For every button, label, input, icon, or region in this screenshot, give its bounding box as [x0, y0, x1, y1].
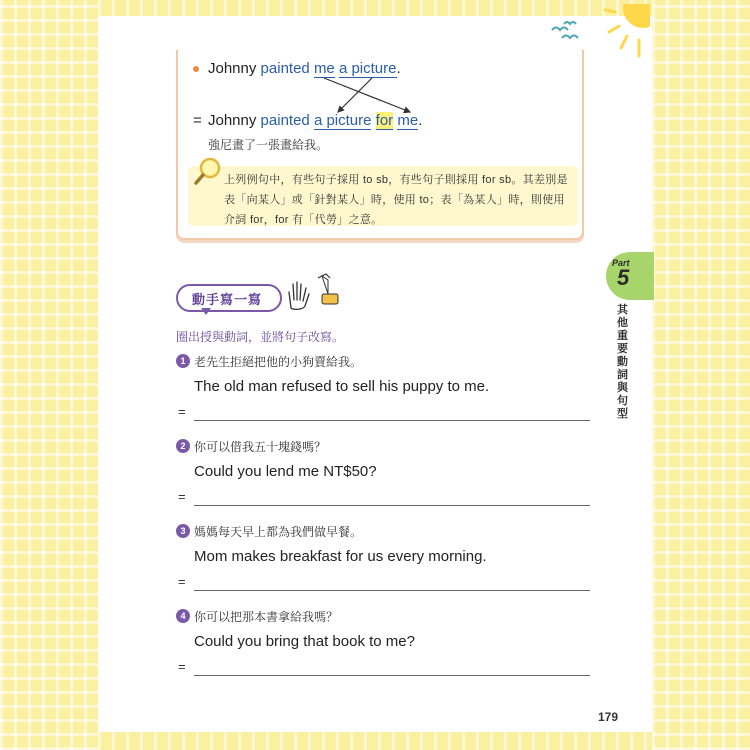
equals-sign: =	[193, 112, 202, 129]
verb: painted	[260, 112, 310, 129]
birds-icon	[548, 18, 584, 42]
question-3-chinese: 媽媽每天早上都為我們做早餐。	[194, 525, 363, 539]
top-band	[98, 0, 652, 16]
question-number-3: 3	[176, 524, 190, 538]
verb: painted	[260, 60, 310, 77]
question-number-4: 4	[176, 609, 190, 623]
pill-tail	[201, 308, 211, 315]
example-translation: 強尼畫了一張畫給我。	[208, 138, 329, 152]
question-1-chinese: 老先生拒絕把他的小狗賣給我。	[194, 355, 363, 369]
question-2-equals: =	[178, 489, 186, 504]
question-4-answer-line[interactable]	[194, 675, 590, 676]
question-4-chinese: 你可以把那本書拿給我嗎？	[194, 610, 339, 624]
question-4-equals: =	[178, 659, 186, 674]
question-1-equals: =	[178, 404, 186, 419]
subject: Johnny	[208, 112, 261, 129]
pencil-icon	[316, 272, 346, 308]
period: .	[396, 60, 401, 77]
direct-object: a picture	[313, 112, 372, 129]
bullet-dot	[193, 66, 199, 72]
question-number-2: 2	[176, 439, 190, 453]
indirect-object: me	[313, 60, 335, 77]
question-number-1: 1	[176, 354, 190, 368]
question-2-english: Could you lend me NT$50?	[194, 463, 377, 480]
question-2-answer-line[interactable]	[194, 505, 590, 506]
part-number: 5	[617, 265, 630, 290]
indirect-object: me	[397, 112, 419, 129]
question-4-english: Could you bring that book to me?	[194, 633, 415, 650]
subject: Johnny	[208, 60, 261, 77]
page-number: 179	[598, 710, 619, 724]
period: .	[418, 112, 423, 129]
swap-arrows-icon	[300, 76, 440, 116]
question-1-answer-line[interactable]	[194, 420, 590, 421]
example-sentence-1	[208, 60, 401, 77]
note-text: 上列例句中，有些句子採用 to sb，有些句子則採用 for sb。其差別是表「向某人」或「針對某人」時，使用 to；表「為某人」時，則使用介詞 for，for 有「代勞」之意。	[224, 174, 568, 226]
sun-icon	[585, 4, 650, 64]
direct-object: a picture	[338, 60, 397, 77]
bottom-band	[98, 732, 652, 750]
question-3-answer-line[interactable]	[194, 590, 590, 591]
hand-icon	[283, 278, 313, 312]
instruction: 圈出授與動詞，並將句子改寫。	[176, 330, 345, 344]
magnifier-icon	[194, 156, 224, 186]
preposition: for	[375, 112, 394, 129]
part-title: 其他重要動詞與句型	[617, 304, 628, 420]
right-margin-pattern	[652, 0, 750, 750]
question-3-equals: =	[178, 574, 186, 589]
question-3-english: Mom makes breakfast for us every morning.	[194, 548, 487, 565]
question-1-english: The old man refused to sell his puppy to me.	[194, 378, 490, 395]
part-word: Part	[612, 258, 630, 268]
example-sentence-2	[208, 112, 422, 129]
left-margin-pattern	[0, 0, 98, 750]
question-2-chinese: 你可以借我五十塊錢嗎？	[194, 440, 327, 454]
exercise-header: 動手寫一寫	[192, 292, 263, 307]
